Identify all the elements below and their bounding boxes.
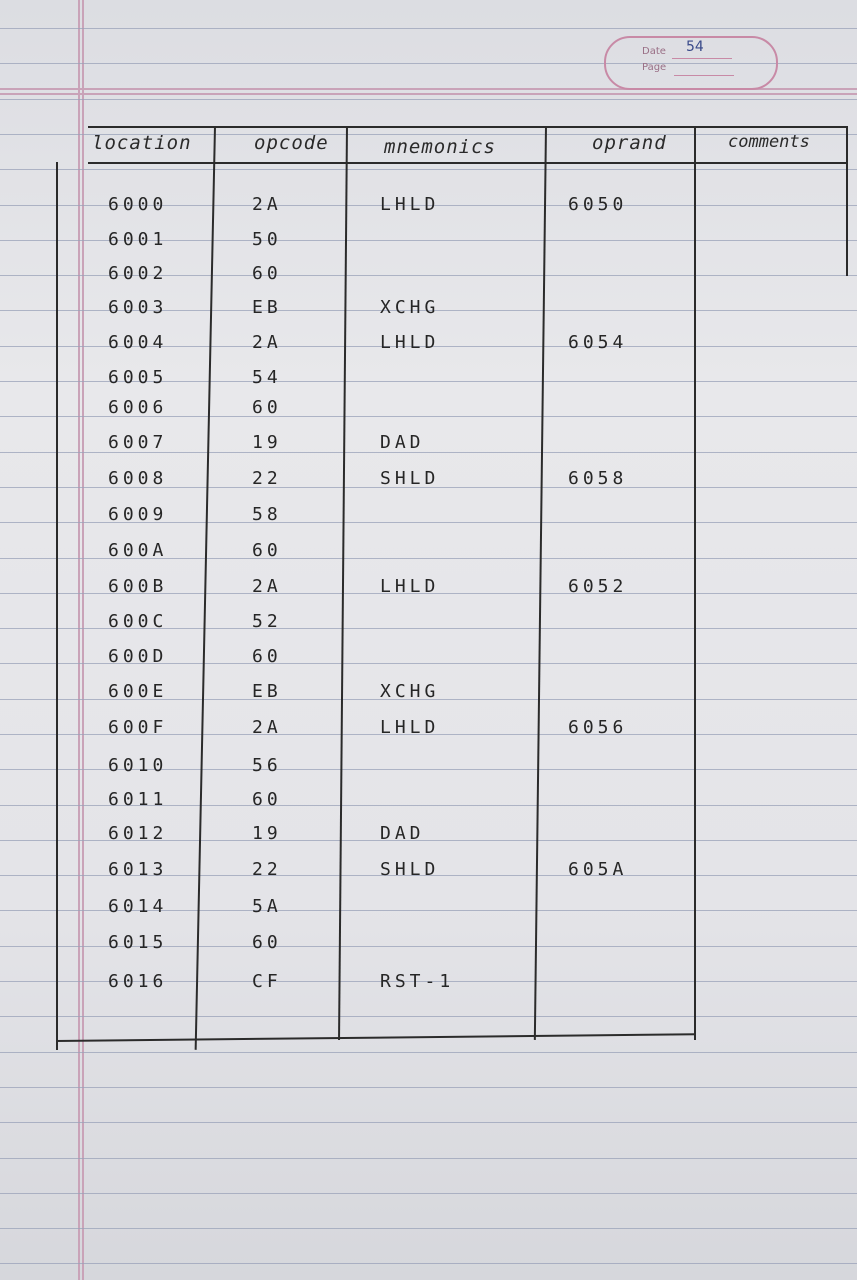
cell-location: 600C: [108, 611, 168, 632]
cell-operand: 6058: [568, 468, 628, 489]
date-value: 54: [686, 39, 704, 55]
ruled-line: [0, 1087, 857, 1088]
cell-opcode: 60: [252, 789, 282, 810]
cell-operand: 6052: [568, 576, 628, 597]
cell-location: 6002: [108, 263, 168, 284]
date-underline: [672, 58, 732, 59]
cell-opcode: 56: [252, 755, 282, 776]
table-row: [0, 789, 857, 823]
header-separator: [88, 162, 848, 164]
cell-mnemonic: RST-1: [380, 971, 455, 992]
ruled-line: [0, 1193, 857, 1194]
cell-opcode: 54: [252, 367, 282, 388]
cell-location: 600B: [108, 576, 168, 597]
cell-mnemonic: XCHG: [380, 681, 440, 702]
header-operand: oprand: [592, 132, 667, 154]
ruled-line: [0, 1122, 857, 1123]
table-row: [0, 432, 857, 466]
cell-location: 6005: [108, 367, 168, 388]
cell-location: 6016: [108, 971, 168, 992]
cell-location: 6013: [108, 859, 168, 880]
table-row: [0, 367, 857, 401]
cell-location: 6006: [108, 397, 168, 418]
cell-location: 600E: [108, 681, 168, 702]
table-row: [0, 297, 857, 331]
date-page-box: [604, 36, 778, 90]
cell-location: 6009: [108, 504, 168, 525]
table-row: [0, 896, 857, 930]
cell-opcode: 60: [252, 397, 282, 418]
cell-location: 600A: [108, 540, 168, 561]
cell-location: 6010: [108, 755, 168, 776]
table-row: [0, 611, 857, 645]
cell-opcode: EB: [252, 297, 282, 318]
cell-location: 600F: [108, 717, 168, 738]
table-row: [0, 332, 857, 366]
table-row: [0, 263, 857, 297]
cell-mnemonic: DAD: [380, 432, 425, 453]
table-row: [0, 755, 857, 789]
cell-opcode: 60: [252, 932, 282, 953]
cell-opcode: 2A: [252, 576, 282, 597]
cell-opcode: 58: [252, 504, 282, 525]
table-row: [0, 540, 857, 574]
cell-mnemonic: LHLD: [380, 717, 440, 738]
ruled-line: [0, 28, 857, 29]
table-row: [0, 717, 857, 751]
cell-location: 600D: [108, 646, 168, 667]
cell-opcode: 22: [252, 859, 282, 880]
cell-mnemonic: XCHG: [380, 297, 440, 318]
cell-location: 6008: [108, 468, 168, 489]
table-row: [0, 823, 857, 857]
ruled-line: [0, 1052, 857, 1053]
cell-opcode: 2A: [252, 194, 282, 215]
cell-location: 6012: [108, 823, 168, 844]
ruled-line: [0, 1158, 857, 1159]
cell-mnemonic: SHLD: [380, 859, 440, 880]
table-row: [0, 504, 857, 538]
cell-opcode: CF: [252, 971, 282, 992]
table-bottom-border: [56, 1033, 696, 1042]
ruled-line: [0, 1016, 857, 1017]
cell-mnemonic: LHLD: [380, 194, 440, 215]
table-row: [0, 397, 857, 431]
ruled-line: [0, 99, 857, 100]
cell-mnemonic: SHLD: [380, 468, 440, 489]
cell-location: 6004: [108, 332, 168, 353]
table-row: [0, 468, 857, 502]
cell-opcode: 60: [252, 263, 282, 284]
cell-operand: 6054: [568, 332, 628, 353]
page-label: Page: [642, 62, 667, 73]
cell-opcode: 19: [252, 823, 282, 844]
cell-location: 6007: [108, 432, 168, 453]
cell-location: 6015: [108, 932, 168, 953]
page-underline: [674, 75, 734, 76]
table-row: [0, 681, 857, 715]
header-comments: comments: [728, 132, 810, 152]
cell-opcode: 2A: [252, 332, 282, 353]
cell-location: 6000: [108, 194, 168, 215]
cell-opcode: 5A: [252, 896, 282, 917]
cell-location: 6011: [108, 789, 168, 810]
cell-opcode: EB: [252, 681, 282, 702]
top-margin-line-2: [0, 93, 857, 95]
cell-operand: 605A: [568, 859, 628, 880]
table-top-border: [88, 126, 848, 128]
table-row: [0, 576, 857, 610]
cell-mnemonic: LHLD: [380, 332, 440, 353]
table-row: [0, 932, 857, 966]
cell-location: 6003: [108, 297, 168, 318]
cell-opcode: 22: [252, 468, 282, 489]
table-row: [0, 229, 857, 263]
ruled-line: [0, 1263, 857, 1264]
cell-operand: 6056: [568, 717, 628, 738]
cell-mnemonic: LHLD: [380, 576, 440, 597]
cell-location: 6014: [108, 896, 168, 917]
header-mnemonics: mnemonics: [384, 136, 496, 158]
table-row: [0, 859, 857, 893]
cell-location: 6001: [108, 229, 168, 250]
cell-opcode: 50: [252, 229, 282, 250]
table-row: [0, 971, 857, 1005]
ruled-line: [0, 169, 857, 170]
cell-opcode: 52: [252, 611, 282, 632]
cell-opcode: 60: [252, 540, 282, 561]
cell-operand: 6050: [568, 194, 628, 215]
ruled-line: [0, 1228, 857, 1229]
cell-opcode: 60: [252, 646, 282, 667]
table-row: [0, 646, 857, 680]
cell-opcode: 19: [252, 432, 282, 453]
header-location: location: [92, 132, 192, 154]
date-label: Date: [642, 46, 666, 57]
cell-mnemonic: DAD: [380, 823, 425, 844]
cell-opcode: 2A: [252, 717, 282, 738]
header-opcode: opcode: [254, 132, 329, 154]
table-row: [0, 194, 857, 228]
